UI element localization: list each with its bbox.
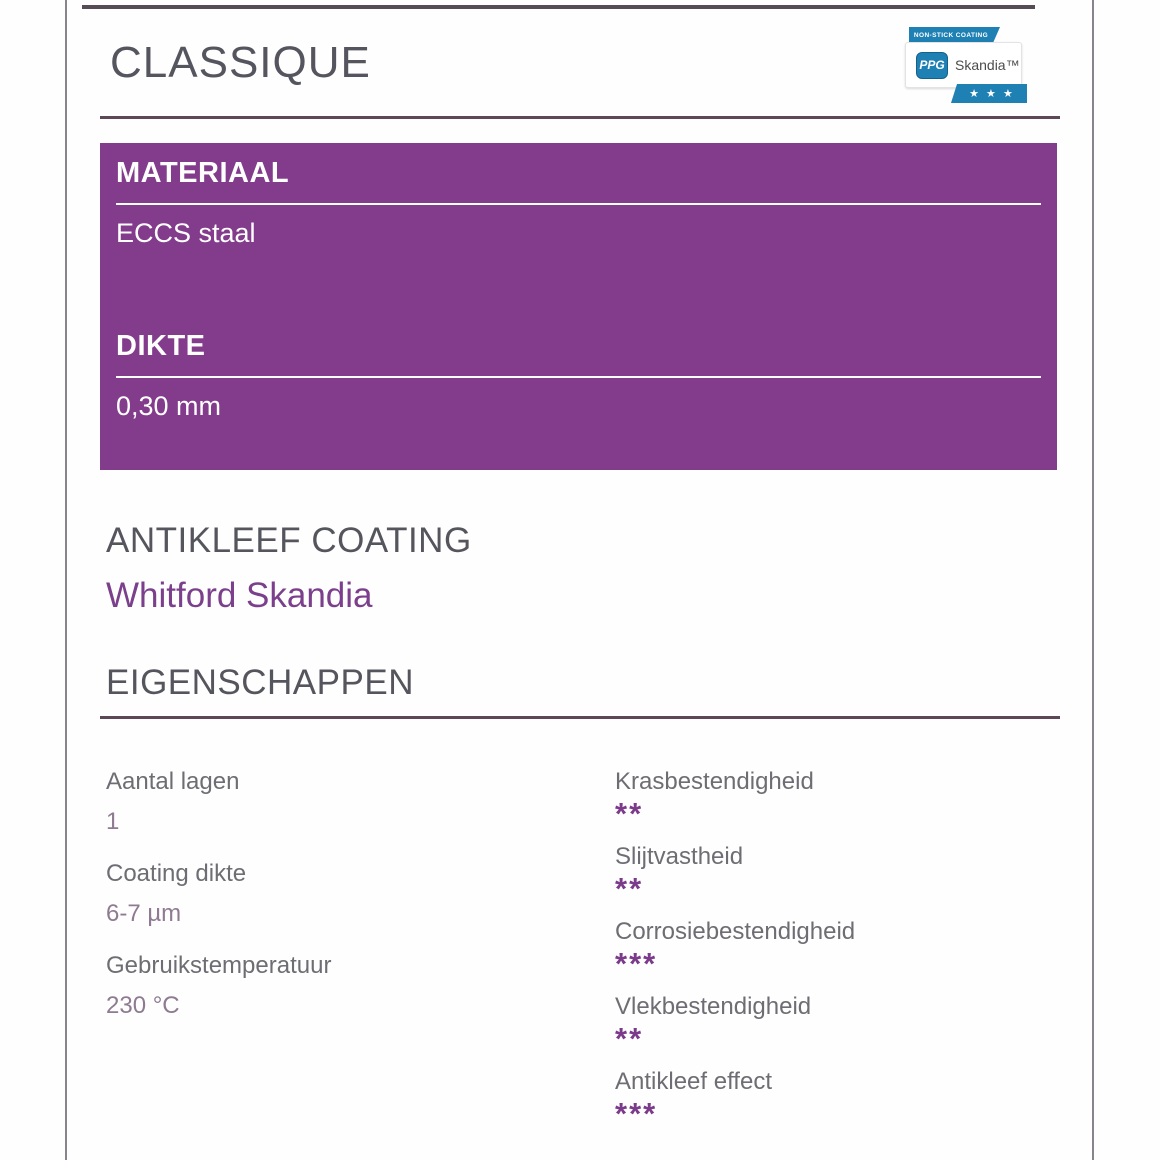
page-title: CLASSIQUE [110, 38, 371, 87]
property-label: Krasbestendigheid [615, 768, 814, 795]
property-item [106, 946, 615, 1026]
material-panel [100, 143, 1057, 470]
thickness-divider [116, 376, 1041, 378]
coating-heading: ANTIKLEEF COATING [106, 521, 472, 560]
thickness-heading: DIKTE [116, 330, 206, 362]
property-label: Coating dikte [106, 860, 247, 887]
star-rating: *** [615, 946, 658, 981]
badge-ribbon-top: NON-STICK COATING [909, 27, 993, 43]
material-divider [116, 203, 1041, 205]
thickness-value: 0,30 mm [116, 391, 222, 421]
properties-heading: EIGENSCHAPPEN [106, 663, 414, 702]
property-item [106, 854, 615, 934]
coating-value: Whitford Skandia [106, 576, 373, 615]
page-left-border [65, 0, 67, 1160]
page-right-border [1092, 0, 1094, 1160]
property-label: Gebruikstemperatuur [106, 952, 332, 979]
property-item [615, 987, 1056, 1056]
properties-grid [106, 762, 1056, 1137]
top-rule [82, 5, 1035, 9]
star-rating: *** [615, 1096, 658, 1131]
properties-right-column [615, 762, 1056, 1137]
property-label: Vlekbestendigheid [615, 993, 812, 1020]
property-label: Slijtvastheid [615, 843, 744, 870]
star-rating: ** [615, 796, 644, 831]
property-value: 1 [106, 808, 120, 835]
material-heading: MATERIAAL [116, 157, 290, 189]
property-value: 6-7 µm [106, 900, 182, 927]
property-item [615, 1062, 1056, 1131]
coating-section [106, 520, 472, 617]
properties-left-column [106, 762, 615, 1137]
material-value: ECCS staal [116, 218, 256, 248]
property-item [615, 762, 1056, 831]
property-item [615, 837, 1056, 906]
property-label: Aantal lagen [106, 768, 240, 795]
ppg-skandia-badge [905, 25, 1030, 100]
property-item [106, 762, 615, 842]
ppg-logo-icon: PPG [916, 52, 948, 79]
star-rating: ** [615, 871, 644, 906]
property-label: Corrosiebestendigheid [615, 918, 856, 945]
header-rule [100, 116, 1060, 119]
badge-brand-name: Skandia™ [955, 57, 1020, 73]
property-item [615, 912, 1056, 981]
properties-rule [100, 716, 1060, 719]
property-label: Antikleef effect [615, 1068, 772, 1095]
property-value: 230 °C [106, 992, 180, 1019]
star-rating: ** [615, 1021, 644, 1056]
badge-stars-ribbon: ★ ★ ★ [957, 84, 1027, 103]
badge-card [905, 42, 1022, 88]
